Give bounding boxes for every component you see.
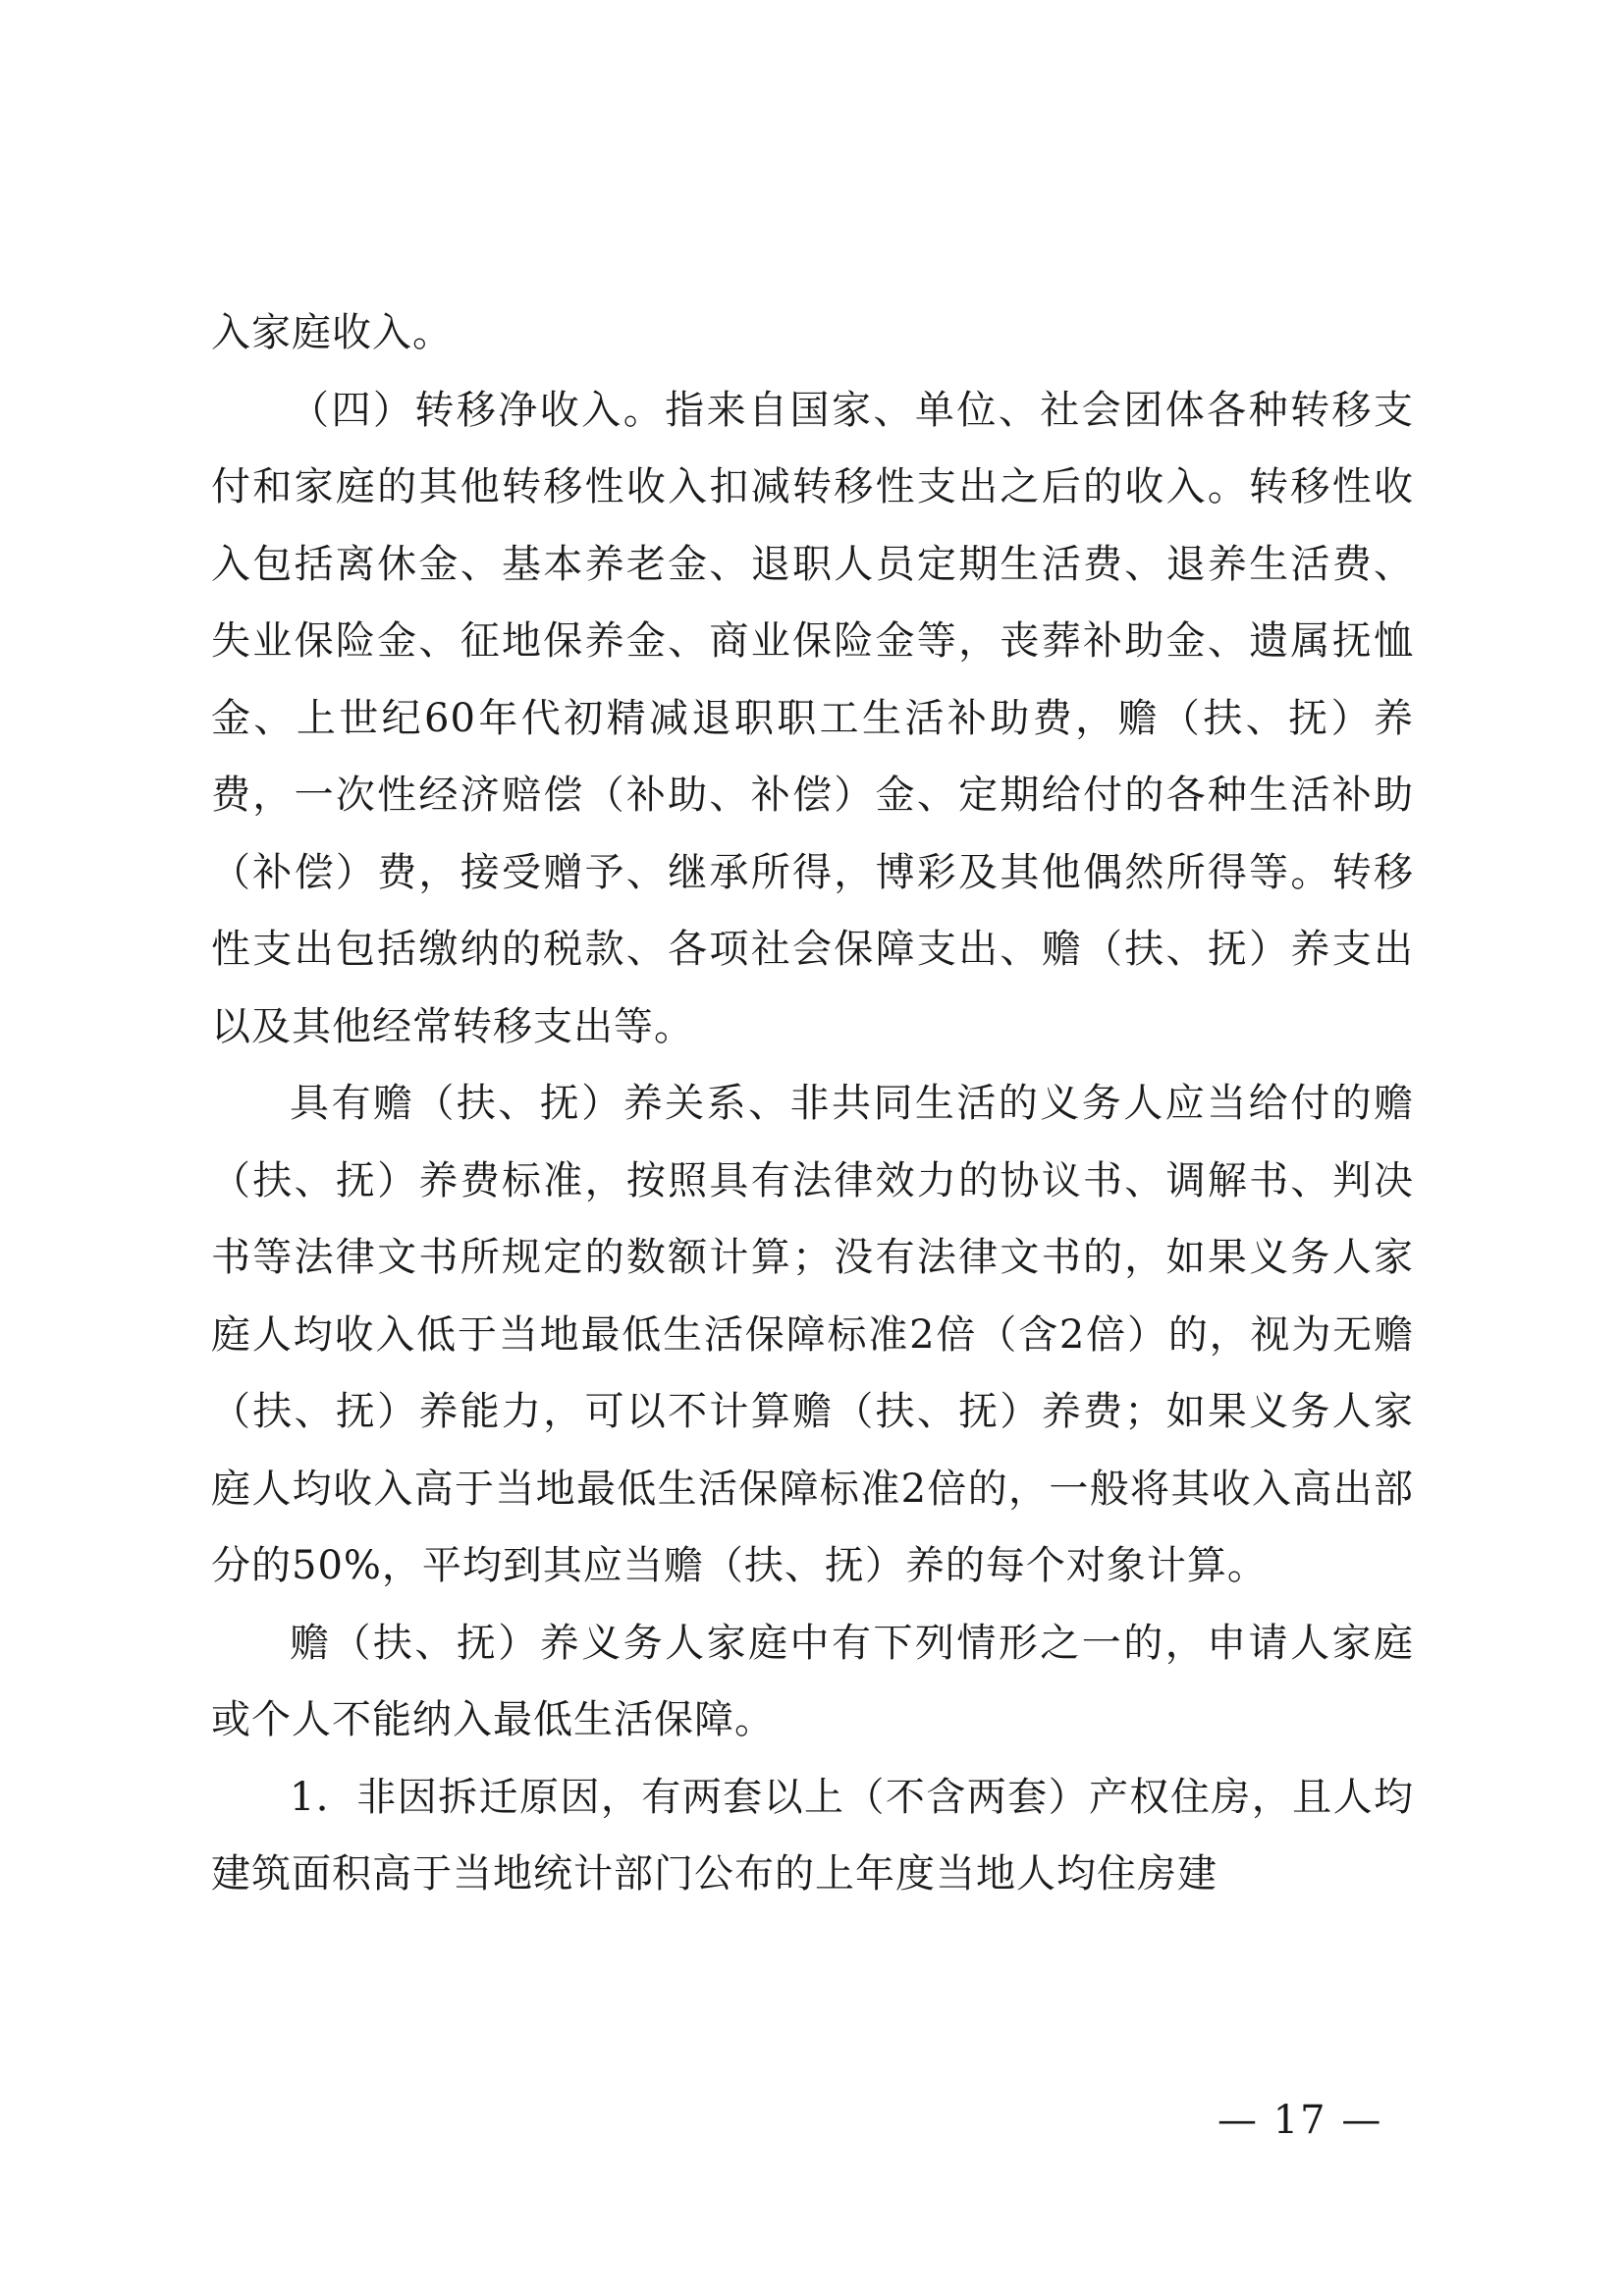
paragraph-exclusion-conditions: 赡（扶、抚）养义务人家庭中有下列情形之一的，申请人家庭或个人不能纳入最低生活保障。: [211, 1620, 1414, 1742]
paragraph-item-1: 1．非因拆迁原因，有两套以上（不含两套）产权住房，且人均建筑面积高于当地统计部门公布的上年度当地人均住房建: [211, 1774, 1414, 1896]
document-body: [211, 294, 1414, 1913]
paragraph-support-obligation: 具有赡（扶、抚）养关系、非共同生活的义务人应当给付的赡（扶、抚）养费标准，按照具有法律效力的协议书、调解书、判决书等法律文书所规定的数额计算；没有法律文书的，如果义务人家庭人均收入低于当地最低生活保障标准2倍（含2倍）的，视为无赡（扶、抚）养能力，可以不计算赡（扶、抚）养费；如果义务人家庭人均收入高于当地最低生活保障标准2倍的，一般将其收入高出部分的50%，平均到其应当赡（扶、抚）养的每个对象计算。: [211, 1081, 1414, 1588]
paragraph-transfer-income: （四）转移净收入。指来自国家、单位、社会团体各种转移支付和家庭的其他转移性收入扣减转移性支出之后的收入。转移性收入包括离休金、基本养老金、退职人员定期生活费、退养生活费、失业保险金、征地保养金、商业保险金等，丧葬补助金、遗属抚恤金、上世纪60年代初精减退职职工生活补助费，赡（扶、抚）养费，一次性经济赔偿（补助、补偿）金、定期给付的各种生活补助（补偿）费，接受赠予、继承所得，博彩及其他偶然所得等。转移性支出包括缴纳的税款、各项社会保障支出、赡（扶、抚）养支出以及其他经常转移支出等。: [211, 387, 1414, 1049]
paragraph-continuation: 入家庭收入。: [211, 310, 453, 355]
page-number: — 17 —: [1217, 2098, 1383, 2143]
